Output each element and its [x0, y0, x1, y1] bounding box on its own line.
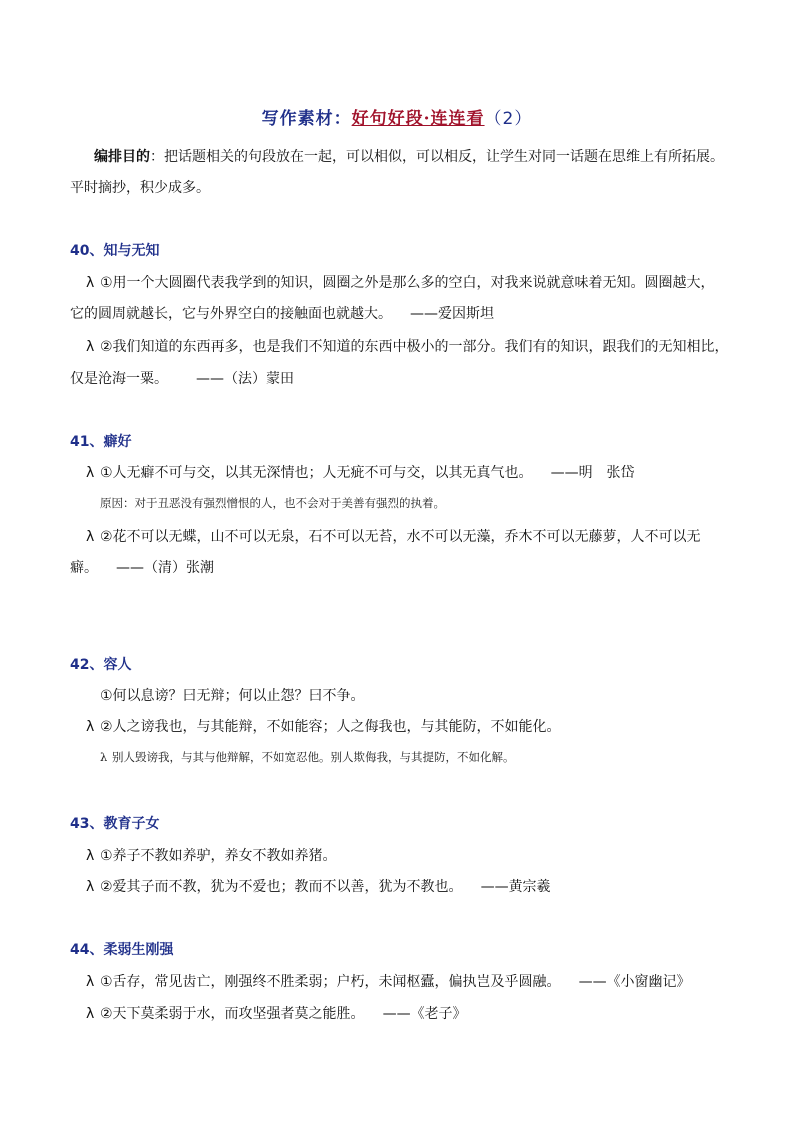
quote-source: ——黄宗羲	[480, 879, 551, 895]
quote-source: ——（清）张潮	[116, 560, 214, 576]
bullet-icon: λ	[86, 879, 95, 895]
bullet-icon: λ	[86, 1006, 95, 1022]
quote-text: 癖。	[70, 560, 98, 576]
quote-40-1-line-1	[70, 272, 730, 292]
quote-text: ②花不可以无蝶，山不可以无泉，石不可以无苔，水不可以无藻，乔木不可以无藤萝，人不可以无	[100, 529, 701, 545]
section-heading-41: 41、癖好	[70, 434, 132, 450]
quote-text: 仅是沧海一粟。	[70, 371, 168, 387]
title-prefix: 写作素材：	[261, 109, 352, 129]
quote-43-1	[70, 845, 730, 865]
quote-40-1-line-2	[70, 303, 730, 323]
quote-text: ①人无癖不可与交，以其无深情也；人无疵不可与交，以其无真气也。	[100, 465, 533, 481]
quote-source: ——《老子》	[382, 1006, 467, 1022]
purpose-label: 编排目的	[94, 149, 150, 165]
bullet-icon: λ	[86, 465, 95, 481]
quote-source: ——《小窗幽记》	[578, 974, 691, 990]
bullet-icon: λ	[86, 275, 95, 291]
quote-44-1	[70, 971, 730, 991]
section-heading-40: 40、知与无知	[70, 243, 160, 259]
quote-text: ①用一个大圆圈代表我学到的知识，圆圈之外是那么多的空白，对我来说就意味着无知。圆圈越大，	[100, 275, 715, 291]
purpose-text-2: 平时摘抄，积少成多。	[70, 180, 210, 196]
bullet-icon: λ	[86, 719, 95, 735]
purpose-text: ：把话题相关的句段放在一起，可以相似，可以相反，让学生对同一话题在思维上有所拓展。	[150, 149, 724, 165]
quote-text: ②我们知道的东西再多，也是我们不知道的东西中极小的一部分。我们有的知识，跟我们的无知相比，	[100, 339, 729, 355]
bullet-icon: λ	[86, 339, 95, 355]
purpose-paragraph	[70, 142, 738, 204]
quote-41-2-line-2	[70, 557, 730, 577]
bullet-icon: λ	[86, 848, 95, 864]
note-41: 原因：对于丑恶没有强烈憎恨的人，也不会对于美善有强烈的执着。	[100, 496, 445, 510]
bullet-icon: λ	[86, 974, 95, 990]
quote-source: ——明 张岱	[550, 465, 635, 481]
quote-text: ②爱其子而不教，犹为不爱也；教而不以善，犹为不教也。	[100, 879, 463, 895]
quote-40-2-line-2	[70, 368, 730, 388]
quote-text: ②人之谤我也，与其能辩，不如能容；人之侮我也，与其能防，不如能化。	[100, 719, 561, 735]
bullet-icon: λ	[100, 750, 108, 764]
section-heading-43: 43、教育子女	[70, 816, 160, 832]
quote-text: 它的圆周就越长，它与外界空白的接触面也就越大。	[70, 306, 392, 322]
section-heading-42: 42、容人	[70, 657, 132, 673]
quote-source: ——爱因斯坦	[410, 306, 494, 322]
quote-42-2	[70, 716, 730, 736]
page-title	[0, 104, 794, 129]
quote-text: ②天下莫柔弱于水，而攻坚强者莫之能胜。	[100, 1006, 365, 1022]
note-42	[100, 749, 515, 765]
title-suffix: （2）	[484, 109, 533, 129]
quote-41-1	[70, 462, 730, 482]
bullet-icon: λ	[86, 529, 95, 545]
quote-text: ①何以息谤？曰无辩；何以止怨？曰不争。	[100, 688, 365, 704]
quote-source: ——（法）蒙田	[196, 371, 294, 387]
section-heading-44: 44、柔弱生刚强	[70, 942, 174, 958]
quote-42-1	[70, 685, 730, 705]
quote-40-2-line-1	[70, 336, 730, 356]
title-main: 好句好段·连连看	[351, 109, 485, 129]
quote-41-2-line-1	[70, 526, 730, 546]
quote-text: ①舌存，常见齿亡，刚强终不胜柔弱；户朽，未闻枢蠹，偏执岂及乎圆融。	[100, 974, 561, 990]
quote-44-2	[70, 1003, 730, 1023]
quote-43-2	[70, 876, 730, 896]
quote-text: ①养子不教如养驴，养女不教如养猪。	[100, 848, 337, 864]
note-text: 别人毁谤我，与其与他辩解，不如宽忍他。别人欺侮我，与其提防，不如化解。	[112, 750, 515, 764]
